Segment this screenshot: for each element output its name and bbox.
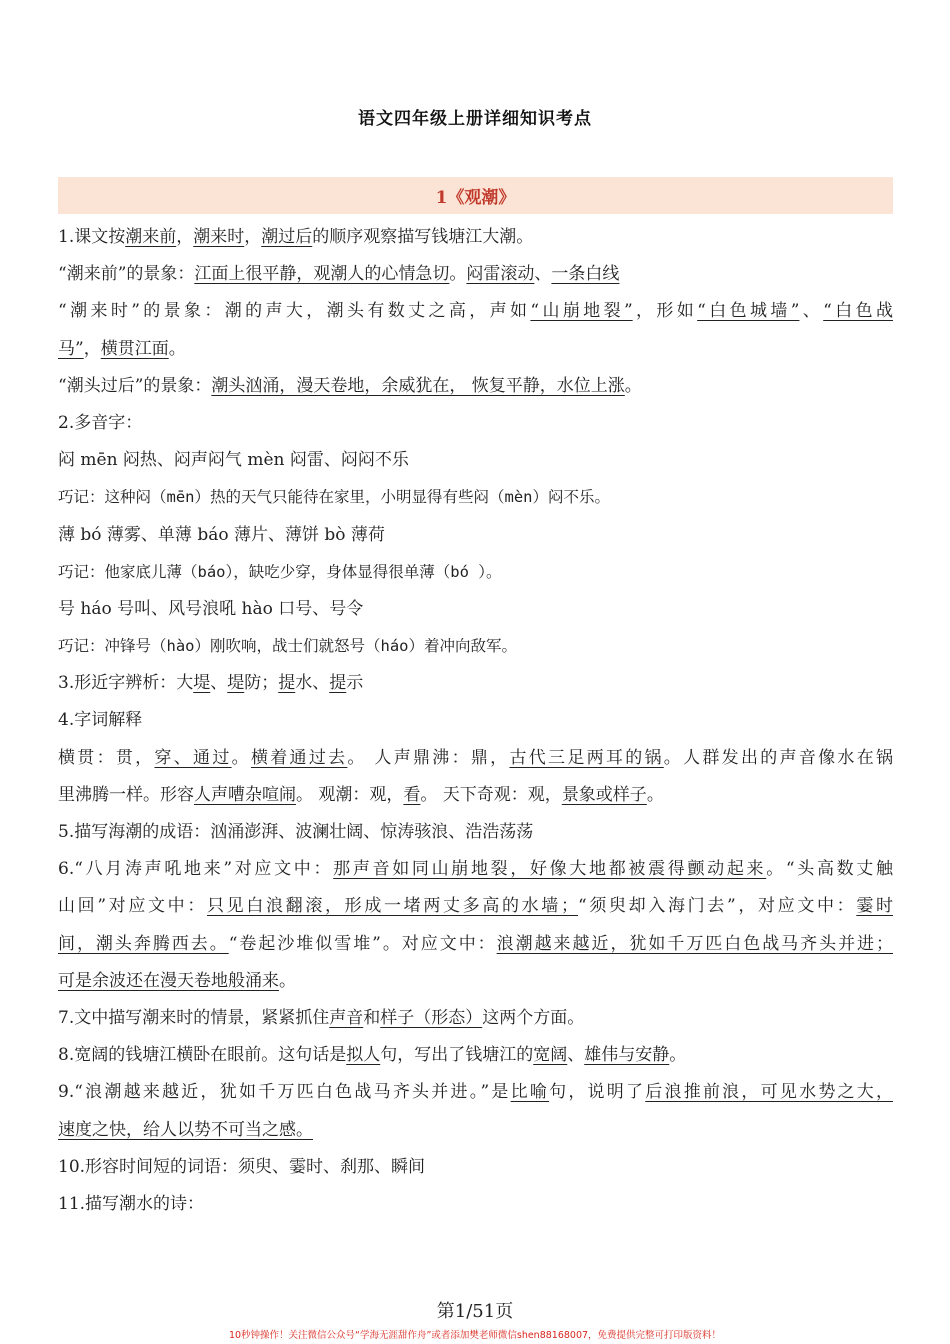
text-segment: 11.描写潮水的诗：	[58, 1193, 205, 1214]
underlined-key-phrase: 那声音如同山崩地裂，好像大地都被震得颤动起来	[333, 859, 767, 880]
text-segment: 6.“八月涛声吼地来”对应文中：	[58, 859, 334, 880]
underlined-key-phrase: 样子（形态）	[380, 1007, 483, 1028]
underlined-key-phrase: 浪潮越来越近，犹如千万匹白色战马齐头并进；	[496, 933, 893, 954]
text-segment: 水、	[295, 673, 330, 694]
text-segment: “须臾却入海门去”，对应文中：	[577, 896, 857, 917]
text-line	[58, 1037, 893, 1074]
underlined-key-phrase: 后浪推前浪，可见水势之大，	[645, 1082, 893, 1103]
text-segment: 示	[346, 673, 364, 694]
text-line	[58, 963, 893, 1000]
text-segment: 、	[534, 264, 552, 285]
footer-promo-note: 10秒钟操作！关注微信公众号“学海无涯甜作舟”或者添加樊老师微信shen88168007，免费提供完整可打印版资料！	[228, 1330, 722, 1341]
mnemonic-line	[58, 628, 893, 665]
text-segment: 。“头高数丈触	[766, 859, 893, 880]
text-segment: 。	[624, 375, 642, 396]
underlined-key-phrase: 雄伟与安静	[584, 1045, 670, 1066]
text-line	[58, 293, 893, 330]
underlined-key-phrase: 马”	[58, 338, 84, 359]
underlined-key-phrase: 宽阔	[533, 1045, 568, 1066]
text-line	[58, 368, 893, 405]
text-segment: 、	[799, 301, 824, 322]
underlined-key-phrase: 比喻	[510, 1082, 550, 1103]
text-segment: 。	[231, 747, 251, 768]
text-segment: 。	[669, 1045, 687, 1066]
underlined-key-phrase: 霎时	[856, 896, 893, 917]
mnemonic-line	[58, 554, 893, 591]
text-segment: 9.“浪潮越来越近，犹如千万匹白色战马齐头并进。”是	[58, 1082, 511, 1103]
text-segment: 这两个方面。	[482, 1007, 585, 1028]
text-line	[58, 405, 893, 442]
underlined-key-phrase: 横着通过去	[250, 747, 348, 768]
text-line	[58, 926, 893, 963]
text-segment: 巧记：冲锋号（hào）刚吹响，战士们就怒号（háo）着冲向敌军。	[58, 637, 517, 656]
section-title: 1《观潮》	[435, 188, 516, 208]
underlined-key-phrase: 速度之快，给人以势不可当之感。	[58, 1119, 313, 1140]
text-segment: 2.多音字：	[58, 412, 143, 433]
text-segment: 10.形容时间短的词语：须臾、霎时、刹那、瞬间	[58, 1156, 426, 1177]
text-line	[58, 331, 893, 368]
underlined-key-phrase: 堤	[193, 673, 211, 694]
text-line	[58, 665, 893, 702]
text-segment: ，	[176, 227, 194, 247]
text-line	[58, 442, 893, 479]
text-segment: 8.宽阔的钱塘江横卧在眼前。这句话是	[58, 1045, 347, 1066]
underlined-key-phrase: 一条白线	[551, 264, 620, 285]
text-segment: “卷起沙堆似雪堆”。对应文中：	[228, 933, 497, 954]
page-number: 第1/51页	[436, 1301, 514, 1322]
underlined-key-phrase: 声音	[329, 1007, 364, 1028]
underlined-key-phrase: 潮过后	[261, 227, 313, 247]
text-line	[58, 777, 893, 814]
text-segment: 薄 bó 薄雾、单薄 báo 薄片、薄饼 bò 薄荷	[58, 524, 385, 545]
text-segment: “潮来前”的景象：	[58, 264, 195, 285]
text-line	[58, 851, 893, 888]
underlined-key-phrase: 只见白浪翻滚，形成一堵两丈多高的水墙；	[207, 896, 578, 917]
underlined-key-phrase: 提	[329, 673, 347, 694]
text-segment: 横贯：贯，	[58, 747, 155, 768]
text-segment: 、	[210, 673, 228, 694]
underlined-key-phrase: 古代三足两耳的锅	[509, 747, 664, 768]
underlined-key-phrase: 潮头汹涌，漫天卷地，余威犹在， 恢复平静，水位上涨	[211, 375, 625, 396]
underlined-key-phrase: 穿、通过	[154, 747, 232, 768]
underlined-key-phrase: “白色战	[823, 301, 893, 322]
text-segment: 。人群发出的声音像水在锅	[663, 747, 893, 768]
text-segment: 的顺序观察描写钱塘江大潮。	[312, 227, 534, 247]
text-segment: 3.形近字辨析：大	[58, 673, 194, 694]
text-segment: 号 háo 号叫、风号浪吼 hào 口号、号令	[58, 598, 364, 619]
text-segment: 句，说明了	[549, 1082, 646, 1103]
text-segment: 。	[168, 338, 186, 359]
text-segment: 。	[279, 970, 296, 991]
text-segment: 和	[363, 1007, 381, 1028]
document-body	[58, 219, 893, 1223]
underlined-key-phrase: 人声嘈杂喧闹	[194, 784, 296, 805]
text-segment: 1.课文按	[58, 227, 126, 247]
text-segment: 巧记：这种闷（mēn）热的天气只能待在家里，小明显得有些闷（mèn）闷不乐。	[58, 488, 610, 507]
text-segment: 。	[449, 264, 467, 285]
text-segment: 4.字词解释	[58, 710, 143, 731]
text-line	[58, 256, 893, 293]
text-segment: “潮来时”的景象：潮的声大，潮头有数丈之高，声如	[58, 301, 531, 322]
text-segment: 。	[646, 784, 664, 805]
text-line	[58, 1000, 893, 1037]
mnemonic-line	[58, 479, 893, 516]
text-line	[58, 591, 893, 628]
text-segment: 。 天下奇观：观，	[420, 784, 562, 805]
text-segment: 5.描写海潮的成语：汹涌澎湃、波澜壮阔、惊涛骇浪、浩浩荡荡	[58, 822, 534, 842]
underlined-key-phrase: “白色城墙”	[697, 301, 800, 322]
text-line	[58, 517, 893, 554]
underlined-key-phrase: 提	[278, 673, 296, 694]
text-segment: 巧记：他家底儿薄（báo），缺吃少穿，身体显得很单薄（bó ）。	[58, 562, 502, 581]
underlined-key-phrase: 潮来前	[125, 227, 177, 247]
underlined-key-phrase: 景象或样子	[561, 784, 647, 805]
underlined-key-phrase: 拟人	[346, 1045, 381, 1066]
text-line	[58, 814, 893, 851]
underlined-key-phrase: 间，潮头奔腾西去。	[58, 933, 229, 954]
underlined-key-phrase: 横贯江面	[100, 338, 169, 359]
section-header	[58, 177, 893, 214]
underlined-key-phrase: 闷雷滚动	[466, 264, 535, 285]
text-segment: 句，写出了钱塘江的	[380, 1045, 534, 1066]
underlined-key-phrase: 堤	[227, 673, 245, 694]
underlined-key-phrase: 江面上很平静，观潮人的心情急切	[194, 264, 450, 285]
underlined-key-phrase: 潮来时	[193, 227, 245, 247]
text-line	[58, 1074, 893, 1111]
document-title: 语文四年级上册详细知识考点	[358, 109, 592, 129]
text-line	[58, 888, 893, 925]
text-segment: “潮头过后”的景象：	[58, 375, 212, 396]
text-line	[58, 1112, 893, 1149]
text-segment: ，	[83, 338, 101, 359]
underlined-key-phrase: 看	[403, 784, 421, 805]
text-segment: 、	[567, 1045, 585, 1066]
text-line	[58, 740, 893, 777]
text-segment: 里沸腾一样。形容	[58, 784, 194, 805]
text-segment: 7.文中描写潮来时的情景，紧紧抓住	[58, 1007, 330, 1028]
text-line	[58, 702, 893, 739]
text-segment: 。 观潮：观，	[296, 784, 404, 805]
text-segment: ，形如	[632, 301, 698, 322]
text-segment: 。 人声鼎沸：鼎，	[347, 747, 510, 768]
text-segment: ，	[244, 227, 262, 247]
text-segment: 防；	[244, 673, 279, 694]
text-segment: 闷 mēn 闷热、闷声闷气 mèn 闷雷、闷闷不乐	[58, 450, 409, 471]
text-line	[58, 1149, 893, 1186]
text-segment: 山回”对应文中：	[58, 896, 208, 917]
underlined-key-phrase: 可是余波还在漫天卷地般涌来	[58, 970, 279, 991]
underlined-key-phrase: “山崩地裂”	[530, 301, 633, 322]
text-line	[58, 219, 893, 256]
text-line	[58, 1186, 893, 1223]
